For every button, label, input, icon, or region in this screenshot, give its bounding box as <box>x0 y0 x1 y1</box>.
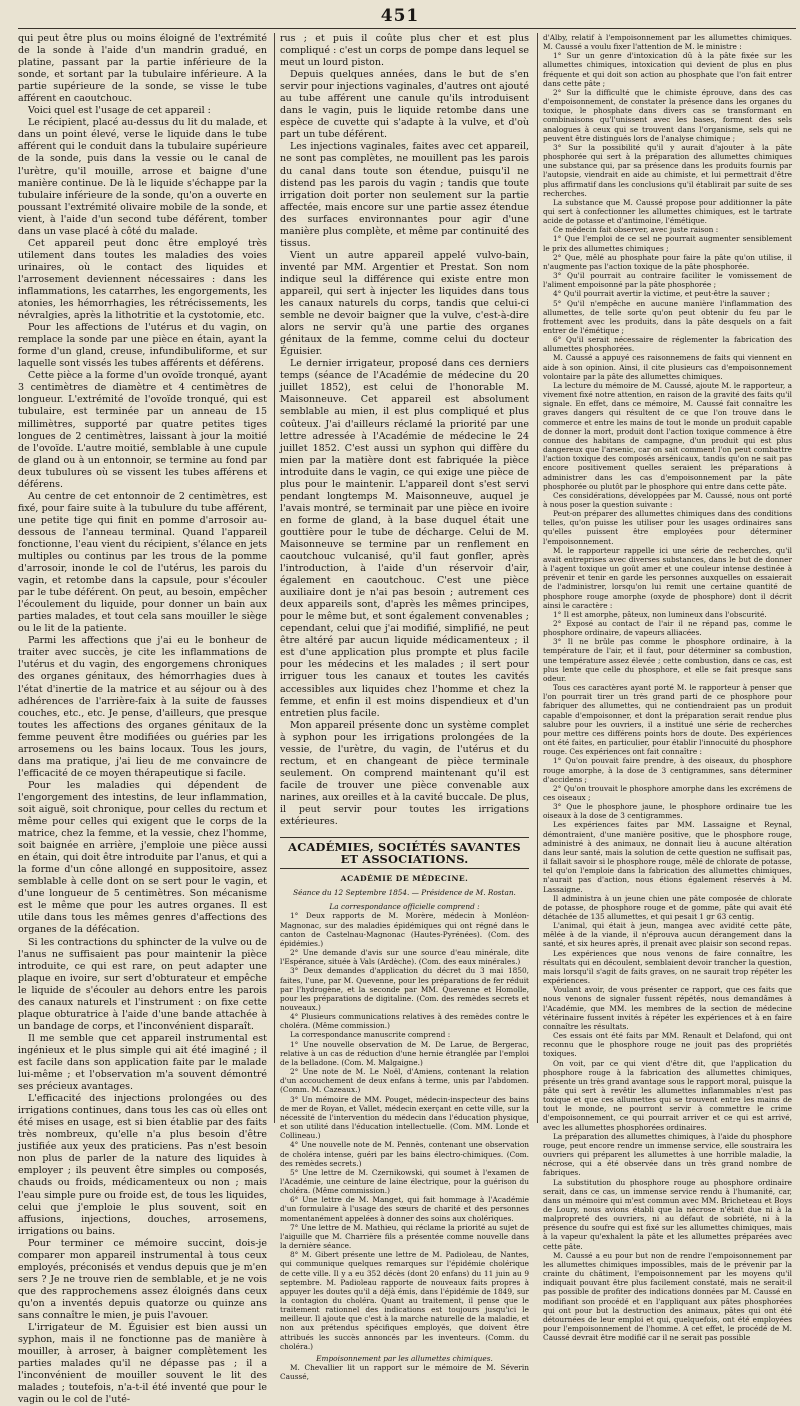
paragraph: 3° Il ne brûle pas comme le phosphore ordinaire, à la température de l'air, et il faut, pour déterminer sa combustion, une température assez élevée ; cette combustion, dans ce cas, est plus lente que celle du phosphore, et elle se fait presque sans odeur. <box>543 637 792 683</box>
subsection-title: Empoisonnement par les allumettes chimiques. <box>316 1353 493 1363</box>
section-title: ACADÉMIES, SOCIÉTÉS SAVANTES ET ASSOCIATIONS. <box>280 837 529 869</box>
paragraph: Les injections vaginales, faites avec cet appareil, ne sont pas complètes, ne mouillent pas les parois du canal dans toute son étendue, puisqu'il ne distend pas les parois du vagin ; tandis que toute irrigation doit porter non seulement sur la partie affectée, mais encore sur une partie assez étendue des surfaces environnantes pour agir d'une manière plus complète, et même par continuité des tissus. <box>280 141 529 249</box>
paragraph: 5° Qu'il n'empêche en aucune manière l'inflammation des allumettes, de telle sorte qu'on peut obtenir du feu par le frottement avec les produits, dans la pâte desquels on a fait entrer de l'émétique ; <box>543 298 792 335</box>
paragraph: L'efficacité des injections prolongées ou des irrigations continues, dans tous les cas où elles ont été mises en usage, est si bien établie par des faits très nombreux, qu'elle n'a plus besoin d'être justifiée aux yeux des praticiens. Pas n'est besoin non plus de parler de la nature des liquides à employer ; ils peuvent être simples ou composés, chauds ou froids, médicamenteux ou non ; mais l'eau simple pure ou froide est, de tous les liquides, celui que j'emploie le plus souvent, soit en affusions, injections, douches, arrosemens, irrigations ou bains. <box>18 1093 267 1237</box>
paragraph: La préparation des allumettes chimiques, à l'aide du phosphore rouge, peut encore rendre un immense service, elle soustraira les ouvriers qui préparent les allumettes à une horrible maladie, la nécrose, qui a été observée dans un très grand nombre de fabriques. <box>543 1131 792 1178</box>
paragraph: 1° Sur un genre d'intoxication dû à la pâte fixée sur les allumettes chimiques, intoxication qui devient de plus en plus fréquente et qui doit son action au phosphate que l'on fait entrer dans cette pâte ; <box>543 51 792 88</box>
paragraph: 1° Qu'on pouvait faire prendre, à des oiseaux, du phosphore rouge amorphe, à la dose de 3 centigrammes, sans déterminer d'accidens ; <box>543 756 792 784</box>
paragraph: Pour terminer ce mémoire succint, dois-je comparer mon appareil instrumental à tous ceux employés, préconisés et vendus depuis que je m'en sers ? Je ne trouve rien de semblable, et je ne vois que des rapprochemens assez éloignés dans ceux qu'on a inventés depuis quatorze ou quinze ans sans connaître le mien, je puis l'avouer. <box>18 1237 267 1321</box>
paragraph: Les expériences que nous venons de faire connaître, les résultats qui en découlent, semblaient devoir trancher la question, mais lorsqu'il s'agit de faits graves, on ne saurait trop répéter les expériences. <box>543 948 792 986</box>
paragraph: Depuis quelques années, dans le but de s'en servir pour injections vaginales, d'autres ont ajouté au tube afférent une canule qu'ils introduisent dans le vagin, puis le liquide retombe dans une espèce de cuvette qui s'adapte à la vulve, et d'où part un tube déférent. <box>280 69 529 141</box>
paragraph: Peut-on préparer des allumettes chimiques dans des conditions telles, qu'on puisse les utiliser pour les usages ordinaires sans qu'elles puissent être employées pour déterminer l'empoisonnement. <box>543 509 792 546</box>
paragraph: Le récipient, placé au-dessus du lit du malade, et dans un point élevé, verse le liquide dans le tube afférent qui le conduit dans la tubulaire supérieure de la sonde, puis dans la vessie ou le canal de l'urètre, qu'il mouille, arrose et baigne d'une manière continue. De là le liquide s'échappe par la tubulaire inférieure de la sonde, qu'on a ouverte en poussant l'extrémité olivaire mobile de la sonde, et vient, à l'aide d'un second tube déférent, tomber dans un vase placé à côté du malade. <box>18 117 267 237</box>
paragraph: 3° Un mémoire de MM. Pouget, médecin-inspecteur des bains de mer de Royan, et Vallet, médecin exerçant en cette ville, sur la nécessité de l'intervention du médecin dans l'éducation physique, et son utilité dans l'éducation intellectuelle. (Com. MM. Londe et Collineau.) <box>280 1094 529 1141</box>
paragraph: qui peut être plus ou moins éloigné de l'extrémité de la sonde à l'aide d'un mandrin gradué, en platine, passant par la partie inférieure de la sonde, et sortant par la tubulaire inférieure. A la partie supérieure de la sonde, se visse le tube afférent en caoutchouc. <box>18 33 267 105</box>
column-rule <box>274 33 275 1123</box>
paragraph: 3° Sur la possibilité qu'il y aurait d'ajouter à la pâte phosphorée qui sert à la préparation des allumettes chimiques une substance qui, par sa présence dans les produits fournis par l'autopsie, viendrait en aide au chimiste, et lui permettrait d'être plus affirmatif dans les conclusions qu'il établirait par suite de ses recherches. <box>543 142 792 198</box>
paragraph: Au centre de cet entonnoir de 2 centimètres, est fixé, pour faire suite à la tubulure du tube afférent, une petite tige qui finit en pomme d'arrosoir au-dessous de l'anneau terminal. Quand l'appareil fonctionne, l'eau vient du récipient, s'élance en jets multiples ou continus par les trous de la pomme d'arrosoir, inonde le col de l'utérus, les parois du vagin, et retombe dans la capsule, pour s'écouler par le tube déférent. On peut, au besoin, empêcher l'écoulement du liquide, pour donner un bain aux parties malades, et tout cela sans mouiller le siège ou le lit de la patiente. <box>18 490 267 635</box>
paragraph: 2° Que, mêlé au phosphate pour faire la pâte qu'on utilise, il n'augmente pas l'action toxique de la pâte phosphorée. <box>543 252 792 271</box>
paragraph: 5° Une lettre de M. Czernikowski, qui soumet à l'examen de l'Académie, une ceinture de laine électrique, pour la guérison du choléra. (Même commission.) <box>280 1167 529 1196</box>
paragraph: 8° M. Gibert présente une lettre de M. Padioleau, de Nantes, qui communique quelques remarques sur l'épidémie cholérique de cette ville. Il y a eu 352 décès (dont 20 enfans) du 11 juin au 9 septembre. M. Padioleau rapporte de nouveaux faits propres à appuyer les doutes qu'il a déjà émis, dans l'épidémie de 1849, sur la contagion du choléra. Quant au traitement, il pense que le traitement rationnel des indications est toujours jusqu'ici le meilleur. Il ajoute que c'est à la marche naturelle de la maladie, et non aux prétendus spécifiques employés, que doivent être attribués les succès annoncés par les inventeurs. (Comm. du choléra.) <box>280 1250 529 1351</box>
paragraph: La correspondance manuscrite comprend : <box>290 1030 451 1040</box>
paragraph: 3° Qu'il pourrait au contraire faciliter le vomissement de l'aliment empoisonné par la pâte phosphorée ; <box>543 271 792 290</box>
paragraph: 2° Une demande d'avis sur une source d'eau minérale, dite l'Espérance, située à Vals (Ardèche). (Com. des eaux minérales.) <box>280 948 529 967</box>
paragraph: 1° Que l'emploi de ce sel ne pourrait augmenter sensiblement le prix des allumettes chimiques ; <box>543 234 792 253</box>
paragraph: 3° Deux demandes d'application du décret du 3 mai 1850, faites, l'une, par M. Quevenne, pour les préparations de fer réduit par l'hydrogène, et la seconde par MM. Quevenne et Homolle, pour les préparations de digitaline. (Com. des remèdes secrets et nouveaux.) <box>280 966 529 1012</box>
paragraph: 1° Il est amorphe, pâteux, non lumineux dans l'obscurité. <box>553 609 767 619</box>
paragraph: Voulant avoir, de vous présenter ce rapport, que ces faits que nous venons de signaler fussent répétés, nous demandâmes à l'Académie, que MM. les membres de la section de médecine vétérinaire fussent invités à répéter les expériences et à en faire connaître les résultats. <box>543 985 792 1031</box>
paragraph: La substance que M. Caussé propose pour additionner la pâte qui sert à confectionner les allumettes chimiques, est le tartrate acide de potasse et d'antimoine, l'émétique. <box>543 197 792 226</box>
column-2 <box>280 33 529 1382</box>
paragraph: 1° Une nouvelle observation de M. De Larue, de Bergerac, relative à un cas de réduction d'une hernie étranglée par l'emploi de la belladone. (Com. M. Malgaigne.) <box>280 1039 529 1067</box>
session-line: Séance du 12 Septembre 1854. — Présidence de M. Rostan. <box>293 888 516 898</box>
paragraph: Voici quel est l'usage de cet appareil : <box>28 105 211 117</box>
paragraph: L'animal, qui était à jeun, mangea avec avidité cette pâte, mêlée à de la viande, il n'éprouva aucun dérangement dans la santé, et six heures après, il prenait avec plaisir son second repas. <box>543 921 792 949</box>
paragraph: 4° Une nouvelle note de M. Pennès, contenant une observation de choléra intense, guéri par les bains électro-chimiques. (Com. des remèdes secrets.) <box>280 1140 529 1168</box>
paragraph: Les expériences faites par MM. Lassaigne et Reynal, démontraient, d'une manière positive, que le phosphore rouge, administré à des animaux, ne donnait lieu à aucune altération dans leur santé, mais la solution de cette question ne suffisait pas, il fallait savoir si le phosphore rouge, mêlé de chlorate de potasse, tel qu'on l'emploie dans la fabrication des allumettes chimiques, n'aurait pas d'action, nous étions également réservés à M. Lassaigne. <box>543 820 792 894</box>
paragraph: 7° Une lettre de M. Mathieu, qui réclame la priorité au sujet de l'aiguille que M. Charrière fils a présentée comme nouvelle dans la dernière séance. <box>280 1222 529 1251</box>
header-rule <box>18 28 796 29</box>
paragraph: M. Caussé a appuyé ces raisonnemens de faits qui viennent en aide à son opinion. Ainsi, il cite plusieurs cas d'empoisonnement volontaire par la pâte des allumettes chimiques. <box>543 353 792 381</box>
paragraph: d'Alby, relatif à l'empoisonnement par les allumettes chimiques. M. Caussé a voulu fixer l'attention de M. le ministre : <box>543 33 792 52</box>
paragraph: Cet appareil peut donc être employé très utilement dans toutes les maladies des voies urinaires, où le contact des liquides et l'arrosement deviennent nécessaires : dans les inflammations, les catarrhes, les engorgements, les atonies, les hémorrhagies, les rétrécissements, les névralgies, après la lithotritie et la cystotomie, etc. <box>18 237 267 322</box>
paragraph: Ces considérations, développées par M. Caussé, nous ont porté à nous poser la question suivante : <box>543 490 792 509</box>
paragraph: Pour les maladies qui dépendent de l'engorgement des intestins, de leur inflammation, soit aiguë, soit chronique, pour celles du rectum et même pour celles qui exigent que le corps de la matrice, chez la femme, et la vessie, chez l'homme, soit baignée en arrière, j'emploie une pièce aussi en étain, qui doit être introduite par l'anus, et qui a la forme d'un cône allongé en suppositoire, assez semblable à celle dont on se sert pour le vagin, et d'une longueur de 5 centimètres. Son mécanisme est le même que pour les autres organes. Il est utile dans tous les mêmes genres d'affections des organes de la défécation. <box>18 779 267 936</box>
page-number: 451 <box>380 6 420 26</box>
paragraph: 6° Qu'il serait nécessaire de réglementer la fabrication des allumettes phosphorées. <box>543 335 792 354</box>
paragraph: Vient un autre appareil appelé vulvo-bain, inventé par MM. Argentier et Prestat. Son nom indique seul la différence qui existe entre mon appareil, qui sert à injecter les liquides dans tous les canaux naturels du corps, tandis que celui-ci semble ne devoir baigner que la vulve, c'est-à-dire alors ne servir qu'à une partie des organes génitaux de la femme, comme celui du docteur Éguisier. <box>280 249 529 358</box>
paragraph: La lecture du mémoire de M. Caussé, ajoute M. le rapporteur, a vivement fixé notre attention, en raison de la gravité des faits qu'il signale. En effet, dans ce mémoire, M. Caussé fait connaître les graves dangers qui résultent de ce que l'on trouve dans le commerce et entre les mains de tout le monde un produit capable de donner la mort, produit dont l'action toxique commence à être connue des habitans de campagne, d'un produit qui est plus dangereux que l'arsenic, car on sait comment l'on peut combattre l'action toxique des composés arsénicaux, tandis qu'on ne sait pas encore positivement quelles seraient les préparations à administrer dans les cas d'empoisonnement par la pâte phosphorée ou plutôt par le phosphore qui entre dans cette pâte. <box>543 380 792 491</box>
paragraph: Mon appareil présente donc un système complet à syphon pour les irrigations prolongées de la vessie, de l'urètre, du vagin, de l'utérus et du rectum, et en changeant de pièce terminale seulement. On comprend maintenant qu'il est facile de trouver une pièce convenable aux narines, aux oreilles et à la cavité buccale. De plus, il peut servir pour toutes les irrigations extérieures. <box>280 719 529 828</box>
correspondence-heading: La correspondance officielle comprend : <box>329 902 480 912</box>
paragraph: M. le rapporteur rappelle ici une série de recherches, qu'il avait entreprises avec diverses substances, dans le but de donner à l'agent toxique un goût amer et une couleur intense destinée à prévenir et tenir en garde les personnes auxquelles on essaierait de l'administrer, lorsqu'on lui remit une certaine quantité de phosphore rouge amorphe (oxyde de phosphore) dont il décrit ainsi le caractère : <box>543 545 792 610</box>
column-rule <box>537 33 538 1123</box>
paragraph: Ces essais ont été faits par MM. Renault et Delafond, qui ont reconnu que le phosphore rouge ne jouit pas des propriétés toxiques. <box>543 1031 792 1059</box>
paragraph: 2° Une note de M. Le Noël, d'Amiens, contenant la relation d'un accouchement de deux enfans à terme, unis par l'abdomen. (Comm. M. Cazeaux.) <box>280 1067 529 1095</box>
paragraph: 1° Deux rapports de M. Morère, médecin à Monléon-Magnonac, sur des maladies épidémiques qui ont régné dans le canton de Castelnau-Magnonac (Hautes-Pyrénées). (Com. des épidémies.) <box>280 911 529 948</box>
academy-heading: ACADÉMIE DE MÉDECINE. <box>340 874 469 884</box>
paragraph: Ce médecin fait observer, avec juste raison : <box>553 225 719 235</box>
paragraph: Cette pièce a la forme d'un ovoïde tronqué, ayant 3 centimètres de diamètre et 4 centimètres de longueur. L'extrémité de l'ovoïde tronqué, qui est tubulaire, est terminée par un anneau de 15 millimètres, supporté par quatre petites tiges longues de 2 centimètres, laissant à jour la moitié de l'ovoïde. L'autre moitié, semblable à une cupule de gland ou à un entonnoir, se termine au fond par deux tubulures où se vissent les tubes afférens et déférens. <box>18 370 267 490</box>
paragraph: 4° Plusieurs communications relatives à des remèdes contre le choléra. (Même commission.) <box>280 1012 529 1031</box>
paragraph: Parmi les affections que j'ai eu le bonheur de traiter avec succès, je cite les inflammations de l'utérus et du vagin, des engorgemens chroniques des organes génitaux, des hémorrhagies dues à l'état d'inertie de la matrice et au séjour ou à des adhérences de l'arrière-faix à la suite de fausses couches, etc., etc. Je pense, d'ailleurs, que presque toutes les affections des organes génitaux de la femme peuvent être modifiées ou guéries par les arrosemens ou les bains locaux. Tous les jours, dans ma pratique, j'ai lieu de me convaincre de l'efficacité de ce moyen thérapeutique si facile. <box>18 635 267 779</box>
paragraph: Si les contractions du sphincter de la vulve ou de l'anus ne suffisaient pas pour maintenir la pièce introduite, ce qui est rare, on peut adapter une plaque en ivoire, sur sert d'obturateur et empêche le liquide de s'écouler au dehors entre les parois des canaux naturels et l'instrument : on fixe cette plaque obturatrice à l'aide d'une bande attachée à un bandage de corps, et l'inconvénient disparaît. <box>18 936 267 1032</box>
paragraph: rus ; et puis il coûte plus cher et est plus compliqué : c'est un corps de pompe dans lequel se meut un lourd piston. <box>280 33 529 69</box>
paragraph: Il me semble que cet appareil instrumental est ingénieux et le plus simple qui ait été imaginé ; il est facile dans son application faite par le malade lui-même ; et l'observation m'a souvent démontré ses précieux avantages. <box>18 1032 267 1093</box>
paragraph: Tous ces caractères ayant porté M. le rapporteur à penser que l'on pourrait tirer un très grand parti de ce phosphore pour fabriquer des allumettes, qui ne contiendraient pas un produit capable d'empoisonner, et dont la préparation serait rendue plus salubre pour les ouvriers, il a institué une série de recherches pour mettre ces différens points hors de doute. Des expériences ont été faites, en particulier, pour établir l'innocuité du phosphore rouge. Ces expériences ont fait connaître : <box>543 683 792 757</box>
column-3 <box>543 33 792 1343</box>
paragraph: On voit, par ce qui vient d'être dit, que l'application du phosphore rouge à la fabrication des allumettes chimiques, présente un très grand avantage sous le rapport moral, puisque la pâte qui sert à revêtir les allumettes inflammables n'est pas toxique et que ces allumettes qui se trouvent entre les mains de tout le monde, ne pourront servir à commettre le crime d'empoisonnement, ce qui pourrait arriver et ce qui est arrivé, avec les allumettes phosphorées ordinaires. <box>543 1058 792 1132</box>
paragraph: 6° Une lettre de M. Manget, qui fait hommage à l'Académie d'un formulaire à l'usage des sœurs de charité et des personnes momentanément appelées à donner des soins aux cholériques. <box>280 1195 529 1223</box>
paragraph: 2° Sur la difficulté que le chimiste éprouve, dans des cas d'empoisonnement, de constater la présence dans les organes du toxique, le phosphate dans divers cas se transformant en combinaisons qu'l'unissent avec les bases, forment des sels analogues à ceux qui se trouvent dans l'organisme, sels qui ne peuvent être distingués lors de l'analyse chimique ; <box>543 87 792 143</box>
paragraph: Le dernier irrigateur, proposé dans ces derniers temps (séance de l'Académie de médecine du 20 juillet 1852), est celui de l'honorable M. Maisonneuve. Cet appareil est absolument semblable au mien, il est plus compliqué et plus coûteux. J'ai d'ailleurs réclamé la priorité par une lettre adressée à l'Académie de médecine le 24 juillet 1852. C'est aussi un syphon qui diffère du mien par la matière dont est fabriquée la pièce introduite dans le vagin, ce qui exige une pièce de plus pour le maintenir. L'appareil dont s'est servi pendant longtemps M. Maisonneuve, auquel je l'avais montré, se terminait par une pièce en ivoire en forme de gland, à la base duquel était une gouttière pour le tube de décharge. Celui de M. Maisonneuve se termine par un renflement en caoutchouc vulcanisé, qu'il faut gonfler, après l'introduction, à l'aide d'un réservoir d'air, également en caoutchouc. C'est une pièce auxiliaire dont je n'ai pas besoin ; autrement ces deux appareils sont, d'après les mêmes principes, pour le même but, et sont également convenables ; cependant, celui que j'ai modifié, simplifié, ne peut être altéré par aucun liquide médicamenteux ; il est d'une application plus prompte et plus facile pour les médecins et les malades ; il sert pour irriguer tous les canaux et toutes les cavités accessibles aux liquides chez l'homme et chez la femme, et enfin il est moins dispendieux et d'un entretien plus facile. <box>280 358 529 719</box>
paragraph: 2° Qu'on trouvait le phosphore amorphe dans les excrémens de ces oiseaux ; <box>543 783 792 802</box>
paragraph: 4° Qu'il pourrait avertir la victime, et peut-être la sauver ; <box>553 289 770 299</box>
paragraph: L'irrigateur de M. Éguisier est bien aussi un syphon, mais il ne fonctionne pas de manière à mouiller, à arroser, à baigner complètement les parties malades qu'il ne dépasse pas ; il a l'inconvénient de mouiller souvent le lit des malades ; toutefois, n'a-t-il été inventé que pour le vagin ou le col de l'uté- <box>18 1322 267 1406</box>
paragraph: Il administra à un jeune chien une pâte composée de chlorate de potasse, de phosphore rouge et de gomme, pâte qui avait été détachée de 135 allumettes, et qui pesait 1 gr 63 centig. <box>543 893 792 921</box>
column-1 <box>18 33 267 1406</box>
paragraph: 2° Exposé au contact de l'air il ne répand pas, comme le phosphore ordinaire, de vapeurs alliacées. <box>543 619 792 638</box>
paragraph: 3° Que le phosphore jaune, le phosphore ordinaire tue les oiseaux à la dose de 3 centigrammes. <box>543 802 792 821</box>
paragraph: M. Chevallier lit un rapport sur le mémoire de M. Séverin Caussé, <box>280 1363 529 1382</box>
paragraph: Pour les affections de l'utérus et du vagin, on remplace la sonde par une pièce en étain, ayant la forme d'un gland, creuse, infundibuliforme, et sur laquelle sont vissés les tubes afférents et déférens. <box>18 322 267 370</box>
paragraph: M. Caussé a eu pour but non de rendre l'empoisonnement par les allumettes chimiques impossibles, mais de le prévenir par la crainte du châtiment, l'empoisonnement par les moyens qu'il indiquait pouvant être plus facilement constaté, mais ne serait-il pas possible de profiter des indications données par M. Caussé en modifiant son procédé et en l'appliquant aux pâtes phosphorées qui ont pour but la destruction des animaux, pâtes qui ont été détournées de leur emploi et qui, quelquefois, ont été employées pour l'empoisonnement de l'homme. A cet effet, le procédé de M. Caussé devrait être modifié car il ne serait pas possible <box>543 1250 792 1343</box>
paragraph: La substitution du phosphore rouge au phosphore ordinaire serait, dans ce cas, un immense service rendu à l'humanité, car, dans un mémoire qui m'est commun avec MM. Bricheteau et Boys de Loury, nous avions établi que la nécrose n'était due ni à la malpropreté des ouvriers, ni au défaut de sobriété, ni à la présence du soufre qui est fixé sur les allumettes chimiques, mais à la vapeur qu'exhalent la pâte et les allumettes préparées avec cette pâte. <box>543 1177 792 1251</box>
